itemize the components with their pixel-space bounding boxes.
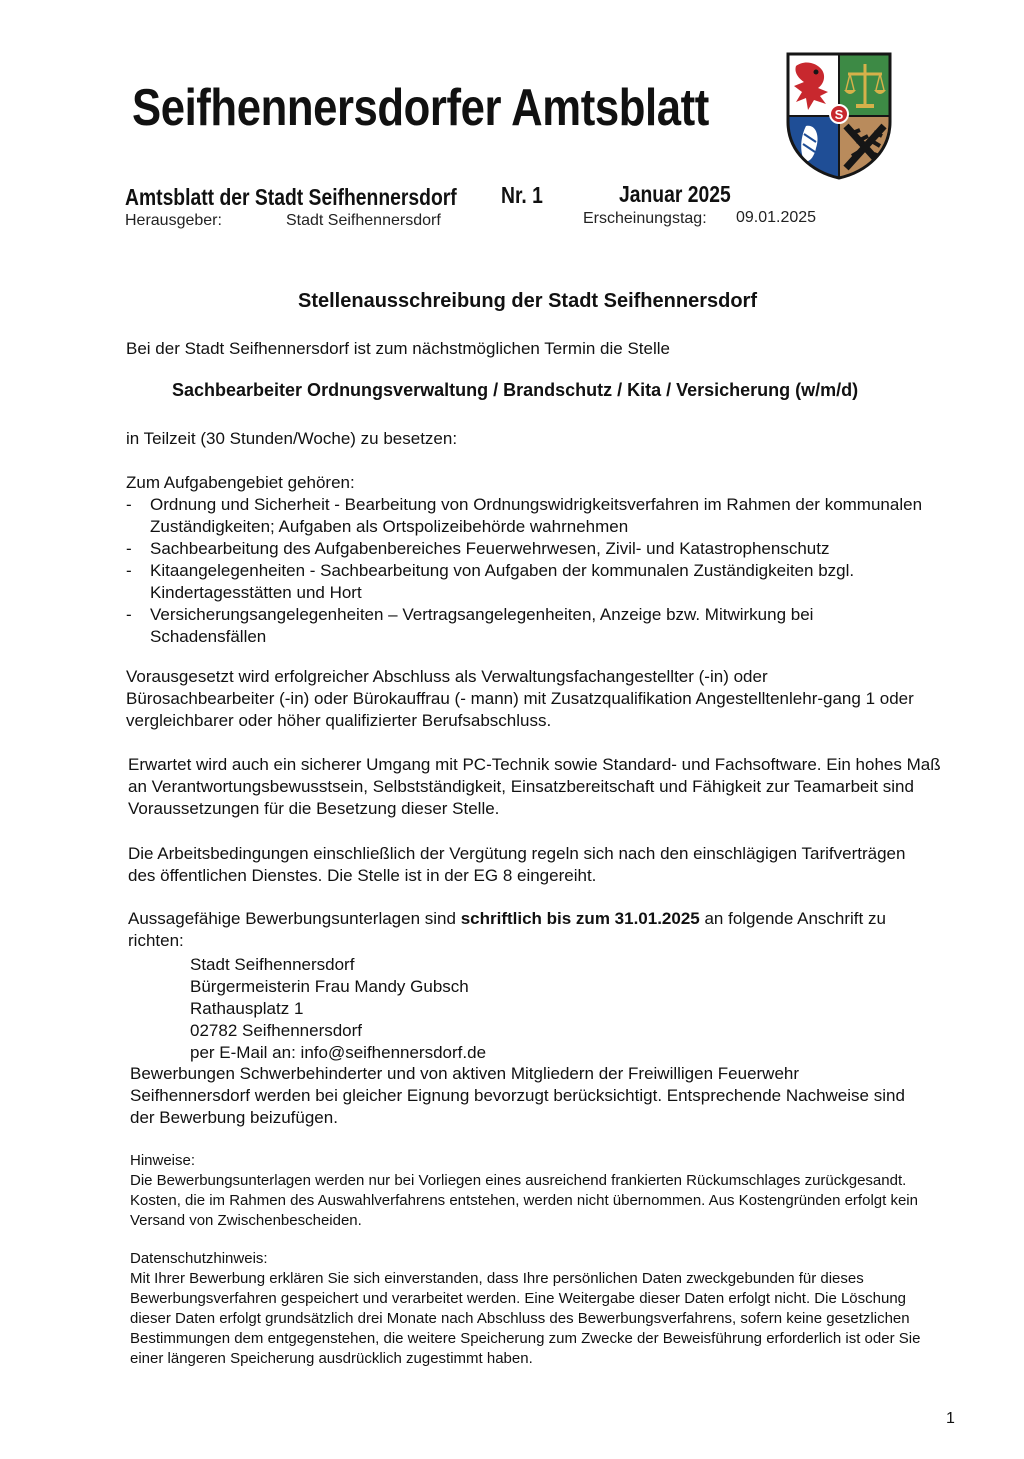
application-deadline: schriftlich bis zum 31.01.2025 <box>460 909 700 928</box>
publisher-label: Herausgeber: <box>125 212 222 229</box>
application-text-end: an folgende Anschrift zu richten: <box>128 909 886 950</box>
address-line: Rathausplatz 1 <box>190 999 304 1018</box>
privacy-section <box>130 1249 930 1369</box>
intro-paragraph: Bei der Stadt Seifhennersdorf ist zum nächstmöglichen Termin die Stelle <box>126 339 670 358</box>
requirements-paragraph: Vorausgesetzt wird erfolgreicher Abschluss als Verwaltungsfachangestellter (-in) oder Bürosachbearbeiter (-in) oder Bürokauffrau (- mann) mit Zusatzqualifikation Angestelltenlehr-gang 1 oder vergleichbarer oder höher qualifizierter Berufsabschluss. <box>126 667 914 730</box>
page-title: Seifhennersdorfer Amtsblatt <box>132 79 709 137</box>
expectations-paragraph: Erwartet wird auch ein sicherer Umgang mit PC-Technik sowie Standard- und Fachsoftware. Ein hohes Maß an Verantwortungsbewusstsein, Selbstständigkeit, Einsatzbereitschaft und Fähigkeit zur Teamarbeit sind Voraussetzungen für die Besetzung dieser Stelle. <box>128 755 941 818</box>
tasks-section <box>126 472 926 648</box>
privacy-heading: Datenschutzhinweis: <box>130 1250 268 1267</box>
list-item: - Ordnung und Sicherheit - Bearbeitung von Ordnungswidrigkeitsverfahren im Rahmen der kommunalen Zuständigkeiten; Aufgaben als Ortspolizeibehörde wahrnehmen <box>126 494 926 538</box>
notes-text: Die Bewerbungsunterlagen werden nur bei Vorliegen eines ausreichend frankierten Rückumschlages zurückgesandt. Kosten, die im Rahmen des Auswahlverfahrens entstehen, werden nicht übernommen. Aus Kostengründen erfolgt kein Versand von Zwischenbescheiden. <box>130 1172 918 1229</box>
address-line: Stadt Seifhennersdorf <box>190 955 355 974</box>
address-line: Bürgermeisterin Frau Mandy Gubsch <box>190 977 469 996</box>
privacy-text: Mit Ihrer Bewerbung erklären Sie sich einverstanden, dass Ihre persönlichen Daten zweckgebunden für dieses Bewerbungsverfahren gespeichert und verarbeitet werden. Eine Weitergabe dieser Daten erfolgt nicht. Die Löschung dieser Daten erfolgt grundsätzlich drei Monate nach Abschluss des Bewerbungsverfahrens, sofern keine gesetzlichen Bestimmungen dem entgegenstehen, die weitere Speicherung zum Zwecke der Beweisführung erforderlich ist oder Sie einer längeren Speicherung ausdrücklich zugestimmt haben. <box>130 1270 921 1367</box>
publication-date-label: Erscheinungstag: <box>583 210 707 227</box>
page-number: 1 <box>946 1410 955 1427</box>
publication-date: 09.01.2025 <box>736 209 817 226</box>
position-title: Sachbearbeiter Ordnungsverwaltung / Brandschutz / Kita / Versicherung (w/m/d) <box>172 380 859 400</box>
publisher-name: Stadt Seifhennersdorf <box>286 212 441 229</box>
masthead-subtitle: Amtsblatt der Stadt Seifhennersdorf <box>125 184 457 210</box>
address-line: 02782 Seifhennersdorf <box>190 1021 363 1040</box>
issue-month: Januar 2025 <box>619 181 731 207</box>
list-item: - Sachbearbeitung des Aufgabenbereiches Feuerwehrwesen, Zivil- und Katastrophenschutz <box>126 538 926 560</box>
conditions-paragraph: Die Arbeitsbedingungen einschließlich der Vergütung regeln sich nach den einschlägigen Tarifverträgen des öffentlichen Dienstes. Die Stelle ist in der EG 8 eingereiht. <box>128 844 906 885</box>
tasks-heading: Zum Aufgabengebiet gehören: <box>126 473 355 492</box>
preference-paragraph: Bewerbungen Schwerbehinderter und von aktiven Mitgliedern der Freiwilligen Feuerwehr Seifhennersdorf werden bei gleicher Eignung bevorzugt berücksichtigt. Entsprechende Nachweise sind der Bewerbung beizufügen. <box>130 1064 905 1127</box>
postal-address <box>190 954 486 1064</box>
list-item: - Kitaangelegenheiten - Sachbearbeitung von Aufgaben der kommunalen Zuständigkeiten bzgl. Kindertagesstätten und Hort <box>126 560 926 604</box>
notes-heading: Hinweise: <box>130 1152 196 1169</box>
article-heading: Stellenausschreibung der Stadt Seifhennersdorf <box>298 290 757 312</box>
email-line: per E-Mail an: info@seifhennersdorf.de <box>190 1043 487 1062</box>
issue-number: Nr. 1 <box>501 182 543 208</box>
crest-letter: S <box>834 107 844 122</box>
town-crest-icon <box>786 52 892 180</box>
hours-paragraph: in Teilzeit (30 Stunden/Woche) zu besetzen: <box>126 429 458 448</box>
application-text: Aussagefähige Bewerbungsunterlagen sind <box>128 909 461 928</box>
application-paragraph <box>128 908 918 952</box>
tasks-list <box>126 494 926 648</box>
list-item: - Versicherungsangelegenheiten – Vertragsangelegenheiten, Anzeige bzw. Mitwirkung bei Schadensfällen <box>126 604 926 648</box>
notes-section <box>130 1151 960 1231</box>
